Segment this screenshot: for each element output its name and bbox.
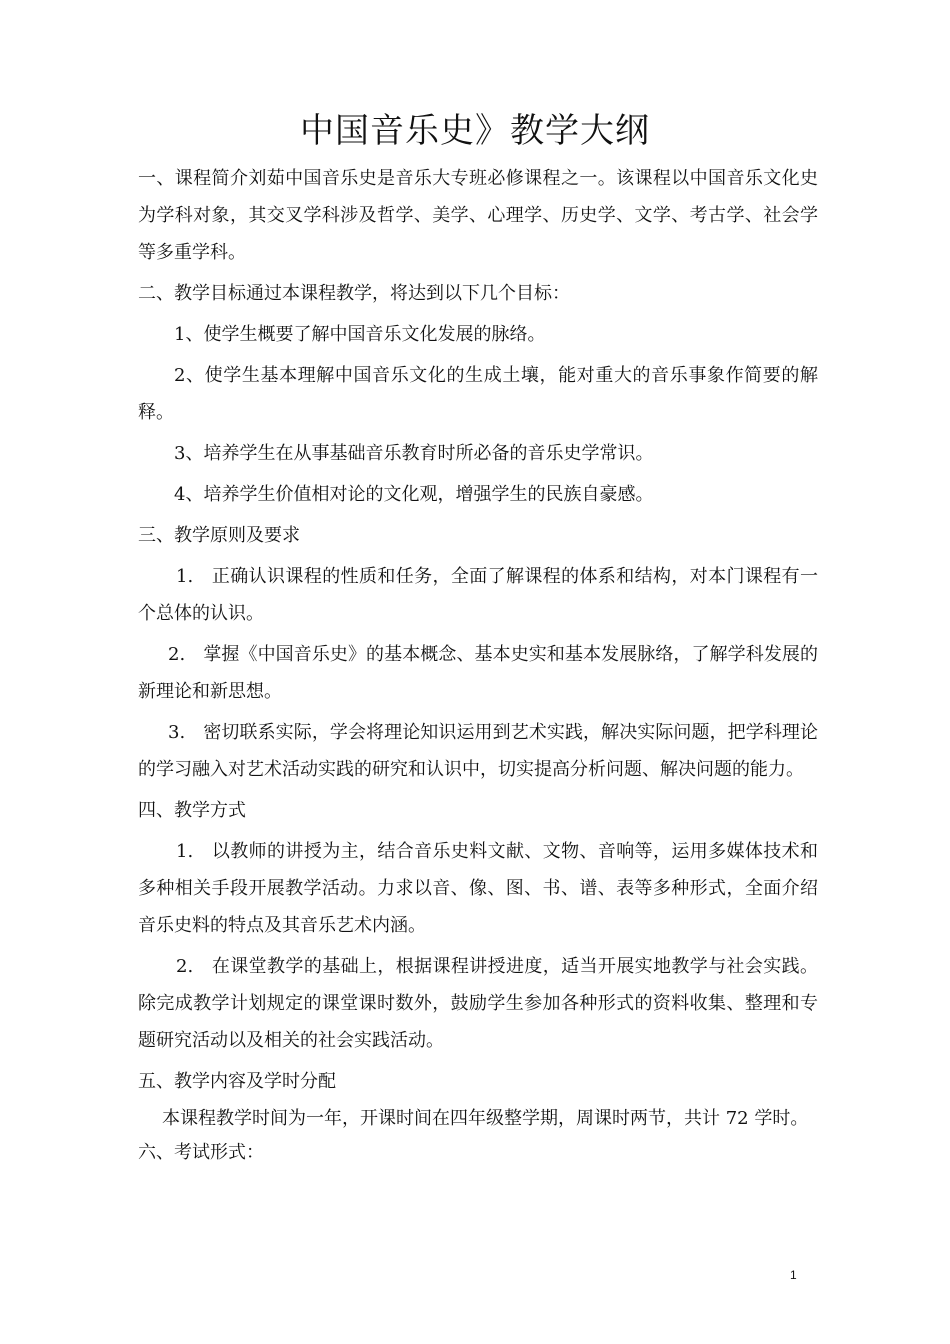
- goal-item-3: 3、培养学生在从事基础音乐教育时所必备的音乐史学常识。: [174, 443, 654, 464]
- document-title: 中国音乐史》教学大纲: [300, 111, 650, 151]
- page-number: 1: [790, 1268, 797, 1282]
- goal-item-2: 2、使学生基本理解中国音乐文化的生成土壤，能对重大的音乐事象作简要的解释。: [138, 365, 818, 423]
- goal-item-4: 4、培养学生价值相对论的文化观，增强学生的民族自豪感。: [174, 484, 654, 505]
- section-2-heading: 二、教学目标通过本课程教学，将达到以下几个目标：: [138, 283, 570, 304]
- section-1-intro: 一、课程简介刘茹中国音乐史是音乐大专班必修课程之一。该课程以中国音乐文化史为学科对象，其交叉学科涉及哲学、美学、心理学、历史学、文学、考古学、社会学等多重学科。: [138, 168, 818, 263]
- section-4-heading: 四、教学方式: [138, 800, 246, 821]
- principle-item-1: 1. 正确认识课程的性质和任务，全面了解课程的体系和结构，对本门课程有一个总体的认识。: [138, 566, 818, 624]
- section-3-heading: 三、教学原则及要求: [138, 525, 300, 546]
- method-item-2: 2. 在课堂教学的基础上，根据课程讲授进度，适当开展实地教学与社会实践。除完成教学计划规定的课堂课时数外，鼓励学生参加各种形式的资料收集、整理和专题研究活动以及相关的社会实践活动。: [138, 956, 818, 1051]
- principle-item-3: 3. 密切联系实际，学会将理论知识运用到艺术实践，解决实际问题，把学科理论的学习融入对艺术活动实践的研究和认识中，切实提高分析问题、解决问题的能力。: [138, 722, 818, 780]
- section-6-heading: 六、考试形式：: [138, 1142, 264, 1163]
- schedule-text: 本课程教学时间为一年，开课时间在四年级整学期，周课时两节，共计 72 学时。: [162, 1108, 809, 1129]
- method-item-1: 1. 以教师的讲授为主，结合音乐史料文献、文物、音响等，运用多媒体技术和多种相关手段开展教学活动。力求以音、像、图、书、谱、表等多种形式，全面介绍音乐史料的特点及其音乐艺术内涵。: [138, 841, 818, 936]
- section-5-heading: 五、教学内容及学时分配: [138, 1071, 336, 1092]
- principle-item-2: 2. 掌握《中国音乐史》的基本概念、基本史实和基本发展脉络，了解学科发展的新理论和新思想。: [138, 644, 818, 702]
- goal-item-1: 1、使学生概要了解中国音乐文化发展的脉络。: [174, 324, 546, 345]
- document-body: [138, 160, 818, 1171]
